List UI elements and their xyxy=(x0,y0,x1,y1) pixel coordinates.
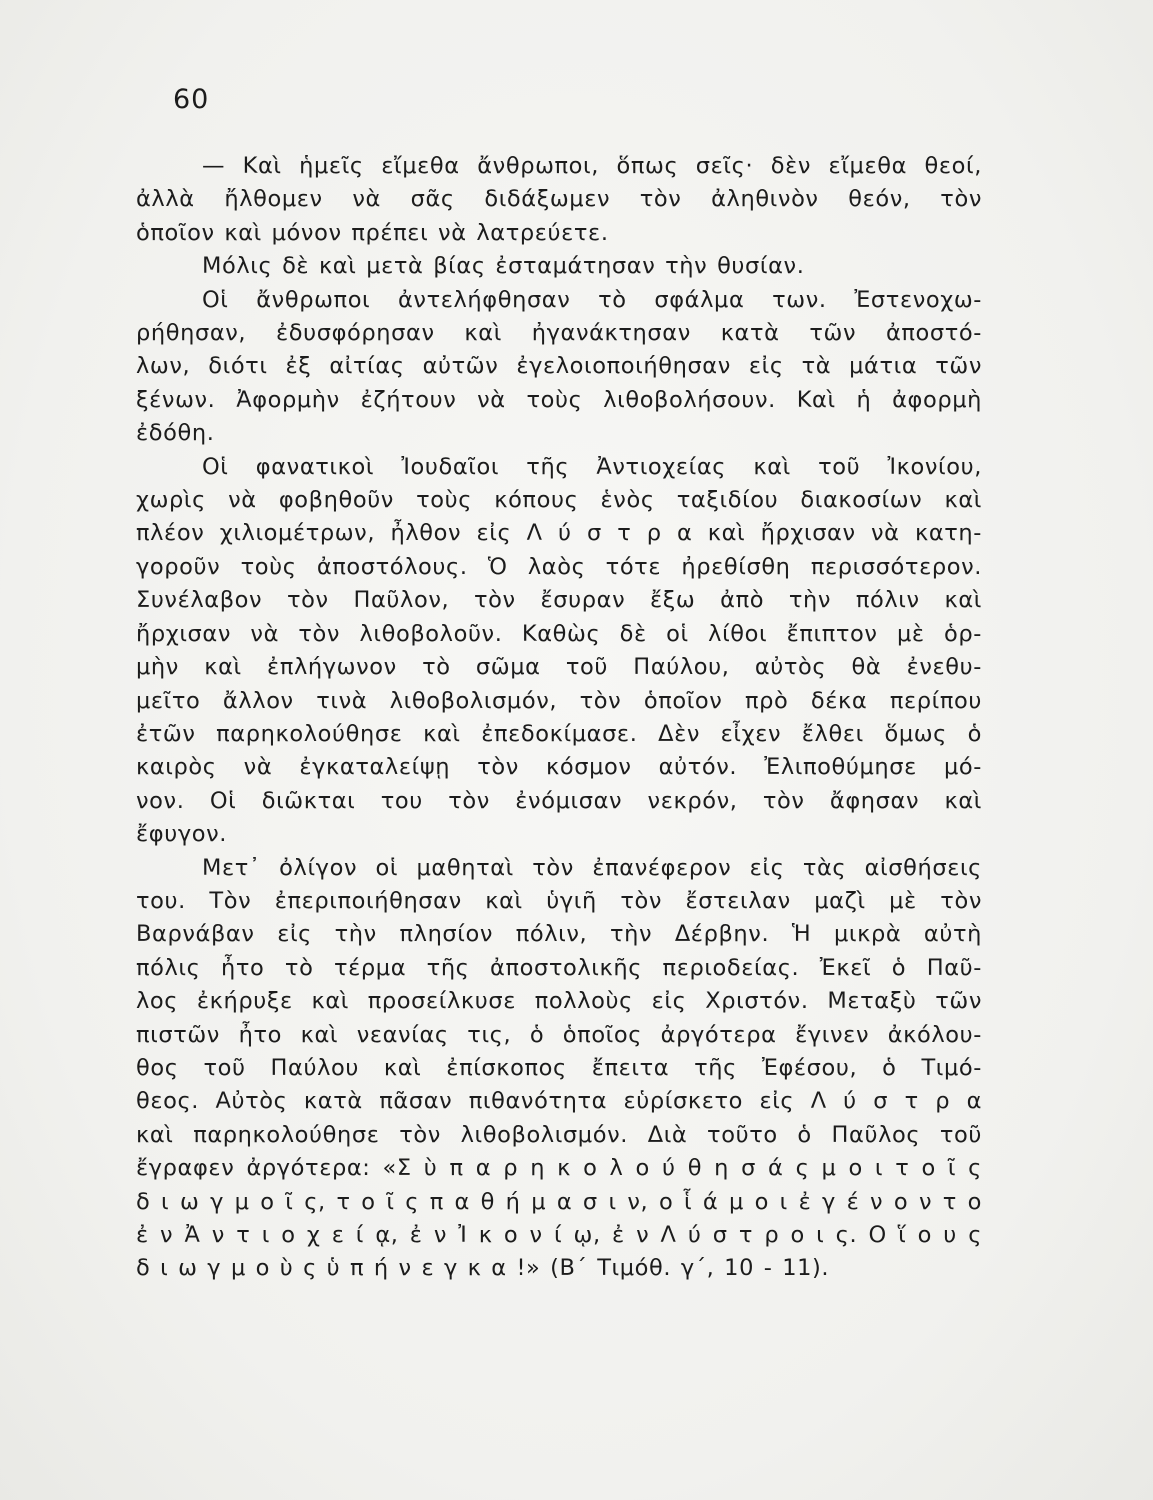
text-line: ἔφυγον. xyxy=(136,821,228,848)
text-line: νον. Οἱ διῶκται του τὸν ἐνόμισαν νεκρόν, τὸν ἄφησαν καὶ xyxy=(136,787,982,814)
text-line: γοροῦν τοὺς ἀποστόλους. Ὁ λαὸς τότε ἠρεθίσθη περισσότερον. xyxy=(136,553,982,580)
paragraph xyxy=(136,250,982,283)
text-line: ὁποῖον καὶ μόνον πρέπει νὰ λατρεύετε. xyxy=(136,219,609,246)
text-line: πιστῶν ἦτο καὶ νεανίας τις, ὁ ὁποῖος ἀργότερα ἔγινεν ἀκόλου- xyxy=(136,1021,982,1048)
paragraph xyxy=(136,150,982,250)
text-line: ρήθησαν, ἐδυσφόρησαν καὶ ἠγανάκτησαν κατὰ τῶν ἀποστό- xyxy=(136,320,982,347)
page-number: 60 xyxy=(173,84,210,115)
text-line: χωρὶς νὰ φοβηθοῦν τοὺς κόπους ἑνὸς ταξιδίου διακοσίων καὶ xyxy=(136,487,982,514)
text-line: Μόλις δὲ καὶ μετὰ βίας ἐσταμάτησαν τὴν θυσίαν. xyxy=(202,253,805,280)
text-line: θεος. Αὐτὸς κατὰ πᾶσαν πιθανότητα εὑρίσκετο εἰς Λ ύ σ τ ρ α xyxy=(136,1088,982,1115)
paragraph xyxy=(136,451,982,852)
text-line: του. Τὸν ἐπεριποιήθησαν καὶ ὑγιῆ τὸν ἔστειλαν μαζὶ μὲ τὸν xyxy=(136,887,982,914)
text-line: Μετ᾽ ὀλίγον οἱ μαθηταὶ τὸν ἐπανέφερον εἰς τὰς αἰσθήσεις xyxy=(202,854,982,881)
text-line: ἐδόθη. xyxy=(136,420,215,447)
text-line: λων, διότι ἐξ αἰτίας αὐτῶν ἐγελοιοποιήθησαν εἰς τὰ μάτια τῶν xyxy=(136,353,982,380)
text-line: ἐτῶν παρηκολούθησε καὶ ἐπεδοκίμασε. Δὲν εἶχεν ἔλθει ὅμως ὁ xyxy=(136,720,982,747)
text-line: δ ι ω γ μ ο ῖ ς, τ ο ῖ ς π α θ ή μ α σ ι ν, ο ἷ ά μ ο ι ἐ γ έ ν ο ν τ ο xyxy=(136,1188,982,1215)
text-line: πόλις ἦτο τὸ τέρμα τῆς ἀποστολικῆς περιοδείας. Ἐκεῖ ὁ Παῦ- xyxy=(136,954,982,981)
text-line: δ ι ω γ μ ο ὺ ς ὑ π ή ν ε γ κ α !» (Β΄ Τιμόθ. γ΄, 10 - 11). xyxy=(136,1255,830,1282)
body-text xyxy=(136,150,982,1286)
text-line: θος τοῦ Παύλου καὶ ἐπίσκοπος ἔπειτα τῆς Ἐφέσου, ὁ Τιμό- xyxy=(136,1054,982,1081)
text-line: Βαρνάβαν εἰς τὴν πλησίον πόλιν, τὴν Δέρβην. Ἡ μικρὰ αὐτὴ xyxy=(136,921,982,948)
paragraph xyxy=(136,852,982,1286)
text-line: ἐ ν Ἀ ν τ ι ο χ ε ί ᾳ, ἐ ν Ἰ κ ο ν ί ῳ, ἐ ν Λ ύ σ τ ρ ο ι ς. Ο ἵ ο υ ς xyxy=(136,1222,982,1248)
paragraph xyxy=(136,284,982,451)
text-line: πλέον χιλιομέτρων, ἦλθον εἰς Λ ύ σ τ ρ α καὶ ἤρχισαν νὰ κατη- xyxy=(136,520,982,547)
text-line: ἀλλὰ ἤλθομεν νὰ σᾶς διδάξωμεν τὸν ἀληθινὸν θεόν, τὸν xyxy=(136,186,982,213)
text-line: καὶ παρηκολούθησε τὸν λιθοβολισμόν. Διὰ τοῦτο ὁ Παῦλος τοῦ xyxy=(136,1121,982,1148)
text-line: Οἱ φανατικοὶ Ἰουδαῖοι τῆς Ἀντιοχείας καὶ τοῦ Ἰκονίου, xyxy=(202,453,982,480)
text-line: μεῖτο ἄλλον τινὰ λιθοβολισμόν, τὸν ὁποῖον πρὸ δέκα περίπου xyxy=(136,687,982,714)
text-line: Συνέλαβον τὸν Παῦλον, τὸν ἔσυραν ἔξω ἀπὸ τὴν πόλιν καὶ xyxy=(136,587,982,614)
text-line: ξένων. Ἀφορμὴν ἐζήτουν νὰ τοὺς λιθοβολήσουν. Καὶ ἡ ἀφορμὴ xyxy=(136,386,982,413)
text-line: λος ἐκήρυξε καὶ προσείλκυσε πολλοὺς εἰς Χριστόν. Μεταξὺ τῶν xyxy=(136,988,982,1015)
text-line: ἤρχισαν νὰ τὸν λιθοβολοῦν. Καθὼς δὲ οἱ λίθοι ἔπιπτον μὲ ὁρ- xyxy=(136,620,982,647)
text-line: καιρὸς νὰ ἐγκαταλείψῃ τὸν κόσμον αὐτόν. Ἐλιποθύμησε μό- xyxy=(136,754,982,781)
text-line: ἔγραφεν ἀργότερα: «Σ ὺ π α ρ η κ ο λ ο ύ θ η σ ά ς μ ο ι τ ο ῖ ς xyxy=(136,1155,982,1182)
text-line: μὴν καὶ ἐπλήγωνον τὸ σῶμα τοῦ Παύλου, αὐτὸς θὰ ἐνεθυ- xyxy=(136,654,982,681)
text-line: Οἱ ἄνθρωποι ἀντελήφθησαν τὸ σφάλμα των. Ἐστενοχω- xyxy=(202,286,982,313)
text-line: — Καὶ ἡμεῖς εἴμεθα ἄνθρωποι, ὅπως σεῖς· δὲν εἴμεθα θεοί, xyxy=(202,153,982,179)
